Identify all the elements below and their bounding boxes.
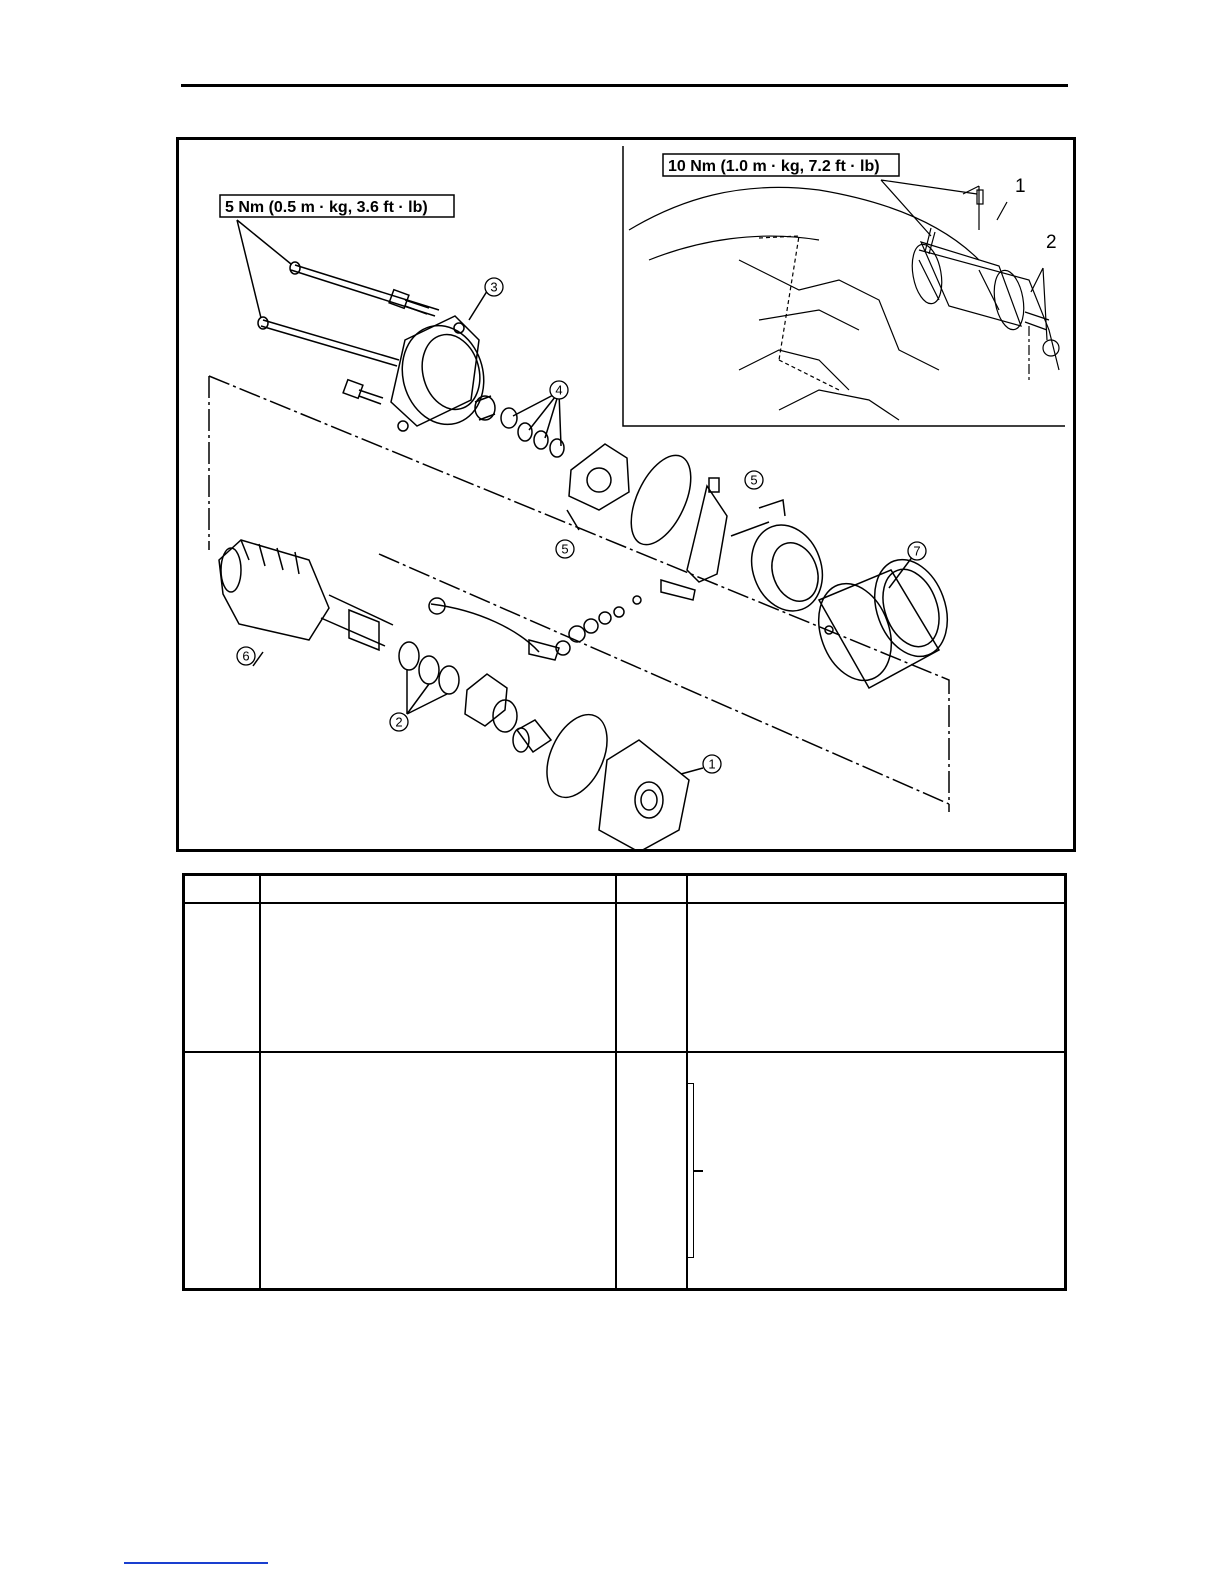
o-ring (619, 446, 703, 553)
parts-table (182, 873, 1067, 1291)
callout-2: 2 (395, 714, 403, 730)
brush-holder-ring (740, 515, 834, 621)
header-rule (181, 84, 1068, 87)
inset-frame (623, 146, 1065, 426)
terminal-hardware (556, 596, 641, 655)
yoke-7 (806, 549, 960, 690)
exploded-diagram-frame (176, 137, 1076, 852)
washers-4 (475, 392, 564, 457)
inset-callout-2: 2 (1046, 232, 1057, 253)
starter-motor-exploded-diagram (179, 140, 1073, 849)
through-bolts (258, 262, 439, 366)
callout-6: 6 (242, 648, 250, 664)
callout-5b: 5 (750, 472, 758, 488)
terminal-lead (429, 598, 559, 660)
brush-set-5 (661, 478, 785, 600)
armature-6 (219, 540, 393, 650)
table-col-divider (259, 876, 261, 1288)
table-header-divider (185, 902, 1064, 904)
front-cover-1 (599, 740, 689, 849)
footer-link-underline[interactable] (124, 1562, 268, 1564)
front-o-ring (535, 705, 619, 807)
brush-plate-5 (567, 444, 629, 530)
callout-1: 1 (708, 756, 716, 772)
shims-2 (399, 642, 459, 714)
table-bracket (686, 1083, 694, 1258)
table-col-divider (615, 876, 617, 1288)
inset-engine-sketch (629, 180, 1059, 420)
callout-7: 7 (913, 543, 921, 559)
callout-4: 4 (555, 382, 563, 398)
end-cover-3 (391, 316, 495, 434)
torque-spec-left: 5 Nm (0.5 m · kg, 3.6 ft · lb) (225, 199, 428, 216)
callout-5a: 5 (561, 541, 569, 557)
front-bearing-parts (465, 674, 551, 752)
table-row-divider (185, 1051, 1064, 1053)
callout-3: 3 (490, 279, 498, 295)
inset-callout-1: 1 (1015, 176, 1026, 197)
torque-spec-inset: 10 Nm (1.0 m · kg, 7.2 ft · lb) (668, 158, 880, 175)
table-bracket-tick (694, 1170, 703, 1172)
assembly-axis-lines (209, 376, 949, 812)
